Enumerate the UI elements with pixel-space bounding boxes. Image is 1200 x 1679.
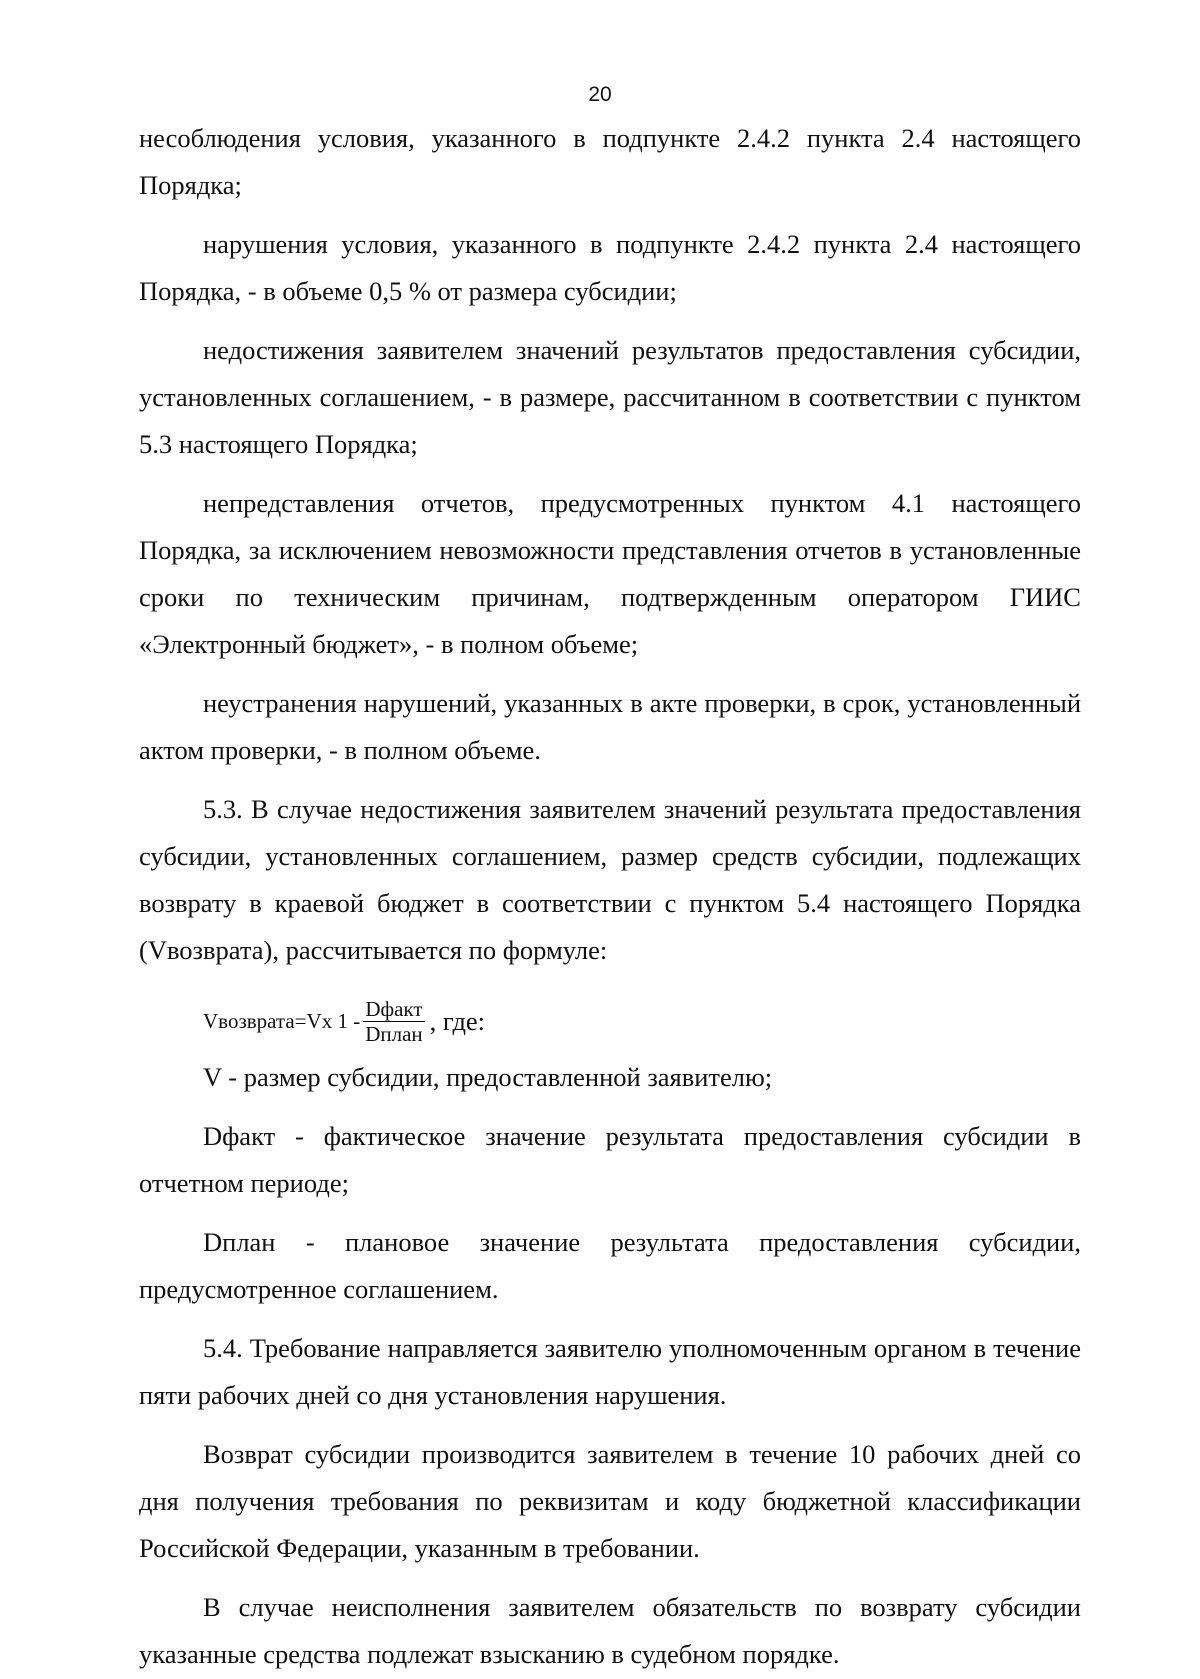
paragraph-nonachievement: недостижения заявителем значений результатов предоставления субсидии, установленных соглашением, - в размере, рассчитанном в соответствии с пунктом 5.3 настоящего Порядка; — [139, 335, 1081, 459]
paragraph-refund-term: Возврат субсидии производится заявителем в течение 10 рабочих дней со дня получения требования по реквизитам и коду бюджетной классификации Российской Федерации, указанным в требовании. — [139, 1439, 1081, 1563]
formula-tail: , где: — [429, 1005, 486, 1036]
definition-dfakt: Dфакт - фактическое значение результата предоставления субсидии в отчетном периоде; — [139, 1121, 1081, 1198]
document-body — [139, 115, 1081, 1678]
formula-denominator: Dплан — [365, 1021, 423, 1046]
paragraph-noncorrection: неустранения нарушений, указанных в акте проверки, в срок, установленный актом проверки, - в полном объеме. — [139, 688, 1081, 765]
refund-formula — [139, 988, 1081, 1054]
formula-fraction — [363, 997, 424, 1046]
definition-v: V - размер субсидии, предоставленной заявителю; — [203, 1062, 773, 1092]
paragraph-judicial-recovery: В случае неисполнения заявителем обязательств по возврату субсидии указанные средства подлежат взысканию в судебном порядке. — [139, 1592, 1081, 1669]
paragraph-clause-5-3: 5.3. В случае недостижения заявителем значений результата предоставления субсидии, установленных соглашением, размер средств субсидии, подлежащих возврату в краевой бюджет в соответствии с пунктом 5.4 настоящего Порядка (Vвозврата), рассчитывается по формуле: — [139, 794, 1081, 965]
paragraph-nonobservance: несоблюдения условия, указанного в подпункте 2.4.2 пункта 2.4 настоящего Порядка; — [139, 123, 1081, 200]
formula-numerator: Dфакт — [365, 996, 423, 1021]
paragraph-violation: нарушения условия, указанного в подпункте 2.4.2 пункта 2.4 настоящего Порядка, - в объеме 0,5 % от размера субсидии; — [139, 229, 1081, 306]
page-number: 20 — [588, 83, 612, 106]
paragraph-clause-5-4: 5.4. Требование направляется заявителю уполномоченным органом в течение пяти рабочих дней со дня установления нарушения. — [139, 1333, 1081, 1410]
formula-lhs: Vвозврата=Vx 1 - — [203, 1008, 361, 1033]
paragraph-nonsubmission: непредставления отчетов, предусмотренных пунктом 4.1 настоящего Порядка, за исключением невозможности представления отчетов в установленные сроки по техническим причинам, подтвержденным оператором ГИИС «Электронный бюджет», - в полном объеме; — [139, 488, 1081, 659]
definition-dplan: Dплан - плановое значение результата предоставления субсидии, предусмотренное соглашением. — [139, 1227, 1081, 1304]
